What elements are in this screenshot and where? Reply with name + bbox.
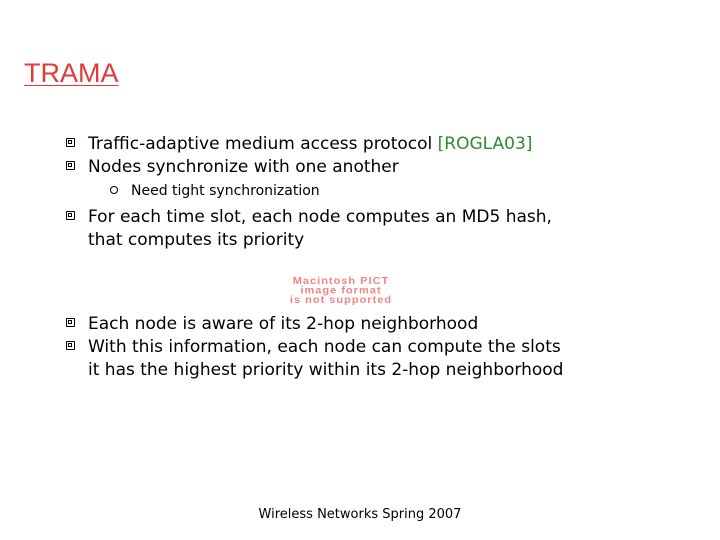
- sub-bullet-tight-sync: [110, 181, 706, 201]
- bullet-text-line1: With this information, each node can compute the slots: [88, 337, 561, 357]
- square-bullet-icon: [66, 138, 75, 147]
- slide-title: TRAMA: [24, 58, 119, 88]
- bullet-text-line2: it has the highest priority within its 2-hop neighborhood: [88, 360, 564, 380]
- placeholder-line: Macintosh PICT: [292, 275, 390, 287]
- bullet-md5-hash: [66, 206, 706, 252]
- bullet-synchronize: [66, 156, 706, 179]
- bullet-text-line1: For each time slot, each node computes an MD5 hash,: [88, 207, 552, 227]
- reference-citation: [ROGLA03]: [437, 134, 533, 154]
- slide-footer: Wireless Networks Spring 2007: [258, 507, 462, 522]
- bullet-2hop-aware: [66, 313, 706, 336]
- square-bullet-icon: [66, 341, 75, 350]
- bullet-compute-slots: [66, 336, 706, 382]
- bullet-text: Each node is aware of its 2-hop neighborhood: [88, 314, 479, 334]
- placeholder-line: is not supported: [289, 294, 393, 306]
- bullet-text-line2: that computes its priority: [88, 230, 305, 250]
- circle-bullet-icon: [110, 186, 118, 194]
- square-bullet-icon: [66, 161, 75, 170]
- placeholder-line: image format: [300, 285, 382, 297]
- bullet-trama-protocol: [66, 133, 706, 156]
- square-bullet-icon: [66, 211, 75, 220]
- square-bullet-icon: [66, 318, 75, 327]
- sub-bullet-text: Need tight synchronization: [131, 183, 320, 199]
- bullet-list-bottom: [66, 313, 706, 382]
- unsupported-image-placeholder: [234, 275, 448, 306]
- bullet-text: Nodes synchronize with one another: [88, 157, 399, 177]
- bullet-text: Traffic-adaptive medium access protocol: [88, 134, 438, 154]
- bullet-list-top: [66, 133, 706, 252]
